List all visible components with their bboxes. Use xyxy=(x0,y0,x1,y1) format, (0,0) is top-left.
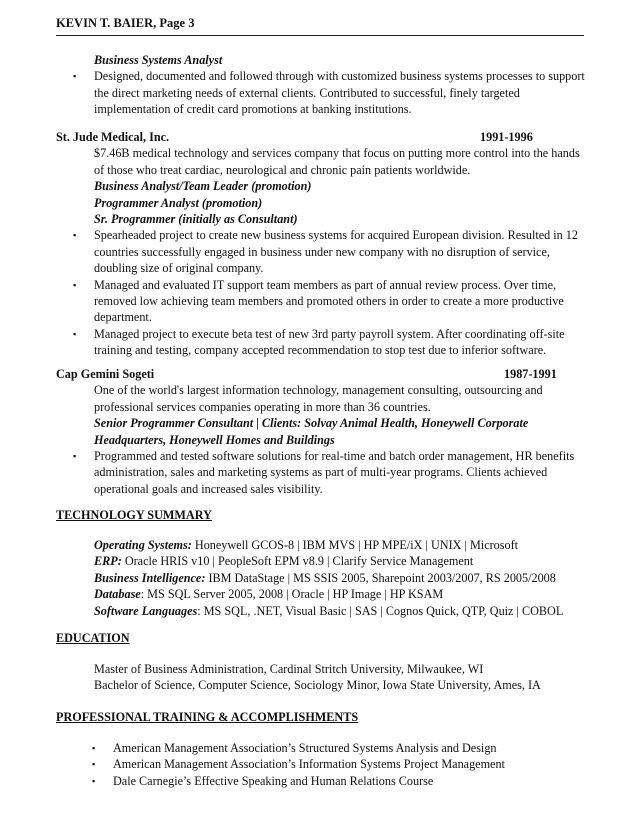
tech-line xyxy=(94,586,586,602)
st-jude-block xyxy=(0,129,638,359)
company-row xyxy=(56,129,586,145)
list-item xyxy=(56,227,588,276)
training-block xyxy=(0,740,638,789)
company-years: 1987-1991 xyxy=(504,367,557,381)
tech-label: ERP: xyxy=(94,554,122,569)
list-item xyxy=(56,326,588,359)
tech-line xyxy=(94,553,586,569)
education-item: Bachelor of Science, Computer Science, Sociology Minor, Iowa State University, Ames, IA xyxy=(94,678,541,693)
tech-line xyxy=(94,537,586,553)
tech-line xyxy=(94,603,586,619)
bullet-text: Programmed and tested software solutions for real-time and batch order management, HR benefits administration, sales and marketing systems as part of multi-year programs. Clients achieved operational goals and increased sales visibility. xyxy=(94,449,575,496)
bullet-list xyxy=(0,740,638,789)
bullet-icon: ▪ xyxy=(73,230,77,241)
role-title: Business Analyst/Team Leader (promotion) xyxy=(94,179,312,194)
role-title: Programmer Analyst (promotion) xyxy=(94,195,263,210)
technology-block xyxy=(0,537,638,619)
list-item xyxy=(56,68,588,117)
bullet-text: Designed, documented and followed through with customized business systems processes to support the direct marketing needs of external clients. Contributed to successful, finely targeted implementation of credit card promotions at banking institutions. xyxy=(94,69,585,117)
list-item xyxy=(56,448,588,497)
bullet-icon: ▪ xyxy=(73,328,77,339)
bullet-list xyxy=(0,227,638,358)
bullet-list xyxy=(0,448,638,497)
company-description: $7.46B medical technology and services company that focus on putting more control into the hands of those who treat cardiac, neurological and chronic pain patients worldwide. xyxy=(94,146,580,177)
bullet-icon: ▪ xyxy=(73,279,77,290)
bullet-text: Spearheaded project to create new business systems for acquired European division. Resulted in 12 countries successfully engaged in business under new company with no disruption of service, doubling size of original company. xyxy=(94,228,578,276)
company-years: 1991-1996 xyxy=(480,130,533,144)
tech-label: Software Languages xyxy=(94,603,198,618)
bullet-text: Managed and evaluated IT support team members as part of annual review process. Over time, removed low achieving team members and promoted others in order to create a more productive department. xyxy=(94,277,564,325)
prior-role-block xyxy=(0,52,638,118)
list-item xyxy=(56,740,607,756)
role-title: Senior Programmer Consultant | Clients: Solvay Animal Health, Honeywell Corporate Headquarters, Honeywell Homes and Buildings xyxy=(94,416,529,447)
training-heading: PROFESSIONAL TRAINING & ACCOMPLISHMENTS xyxy=(56,710,359,724)
tech-value: : MS SQL, .NET, Visual Basic | SAS | Cognos Quick, QTP, Quiz | COBOL xyxy=(197,603,564,618)
tech-value: : MS SQL Server 2005, 2008 | Oracle | HP Image | HP KSAM xyxy=(140,587,444,602)
education-block xyxy=(0,661,638,694)
training-item: Dale Carnegie’s Effective Speaking and Human Relations Course xyxy=(113,773,434,788)
technology-heading: TECHNOLOGY SUMMARY xyxy=(56,508,212,522)
company-name: Cap Gemini Sogeti xyxy=(56,367,155,381)
tech-value: IBM DataStage | MS SSIS 2005, Sharepoint 2003/2007, RS 2005/2008 xyxy=(205,570,556,585)
education-item: Master of Business Administration, Cardinal Stritch University, Milwaukee, WI xyxy=(94,662,484,676)
company-row xyxy=(56,366,586,382)
education-heading: EDUCATION xyxy=(56,631,130,645)
page-header: KEVIN T. BAIER, Page 3 xyxy=(56,16,195,30)
training-item: American Management Association’s Structured Systems Analysis and Design xyxy=(113,741,497,755)
bullet-list xyxy=(0,68,638,117)
bullet-icon: ▪ xyxy=(92,775,96,786)
bullet-icon: ▪ xyxy=(92,743,96,753)
bullet-text: Managed project to execute beta test of new 3rd party payroll system. After coordinating off-site training and testing, company accepted recommendation to stop test due to inferior software. xyxy=(94,326,565,358)
tech-label: Database xyxy=(94,587,141,602)
list-item xyxy=(56,773,607,789)
list-item xyxy=(56,277,588,326)
bullet-icon: ▪ xyxy=(73,71,77,82)
company-description: One of the world's largest information technology, management consulting, outsourcing and professional services companies operating in more than 36 countries. xyxy=(94,383,543,414)
tech-value: Oracle HRIS v10 | PeopleSoft EPM v8.9 | Clarify Service Management xyxy=(121,554,474,569)
bullet-icon: ▪ xyxy=(92,759,96,770)
list-item xyxy=(56,756,607,772)
cap-gemini-block xyxy=(0,366,638,497)
role-title: Business Systems Analyst xyxy=(94,53,223,67)
tech-label: Operating Systems: xyxy=(94,538,192,552)
training-item: American Management Association’s Information Systems Project Management xyxy=(113,757,505,772)
role-title: Sr. Programmer (initially as Consultant) xyxy=(94,212,298,227)
tech-line xyxy=(94,570,586,586)
tech-label: Business Intelligence: xyxy=(94,570,206,585)
company-name: St. Jude Medical, Inc. xyxy=(56,130,170,144)
bullet-icon: ▪ xyxy=(73,451,77,462)
header-divider xyxy=(56,35,584,36)
tech-value: Honeywell GCOS-8 | IBM MVS | HP MPE/iX | UNIX | Microsoft xyxy=(191,538,519,552)
